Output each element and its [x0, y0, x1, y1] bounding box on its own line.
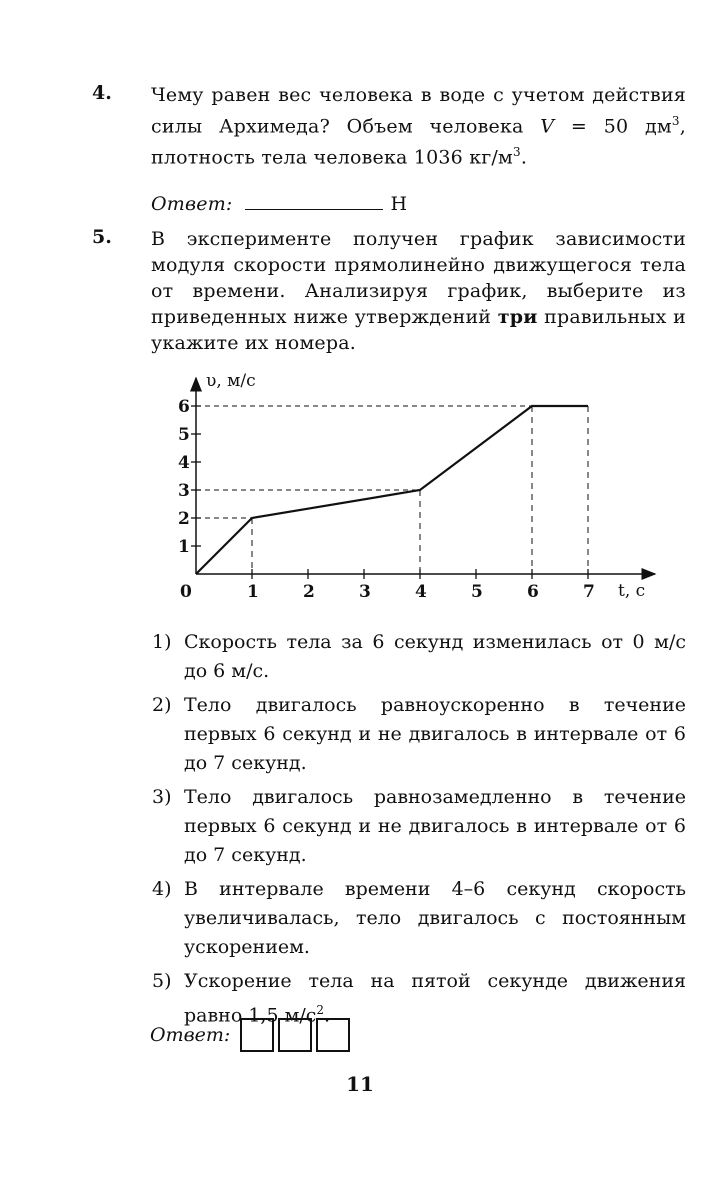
option-5-text: Ускорение тела на пятой секунде движения равно 1,5 м/с: [184, 970, 686, 1027]
y-tick-label: 5: [178, 425, 190, 445]
y-tick-label: 6: [178, 397, 190, 417]
y-tick-label: 3: [178, 481, 190, 501]
option-number: 2): [152, 694, 172, 716]
option-number: 5): [152, 970, 172, 992]
option-text: Тело двигалось равноускоренно в течение первых 6 секунд и не двигалось в интервале от 6 до 7 секунд.: [184, 694, 686, 774]
problem-5-text: [151, 226, 686, 356]
option-2: [152, 691, 686, 778]
x-tick-label: 4: [415, 582, 427, 602]
q4-var-v: V: [540, 115, 555, 138]
options-list: [152, 628, 686, 1035]
problem-4-answer: [151, 191, 686, 217]
answer-blank[interactable]: [245, 193, 383, 210]
x-axis-label: t, с: [618, 581, 646, 601]
y-tick-label: 1: [178, 537, 190, 557]
answer-box-2[interactable]: [278, 1018, 312, 1052]
x-tick-label: 5: [471, 582, 483, 602]
problem-5: [92, 226, 686, 356]
velocity-time-chart: [170, 370, 670, 610]
q4-sup2: 3: [513, 145, 521, 160]
option-text: Скорость тела за 6 секунд изменилась от 0 м/с до 6 м/с.: [184, 631, 686, 682]
option-5-end: .: [324, 1004, 331, 1027]
y-tick-label: 4: [178, 453, 190, 473]
q5-bold-word: три: [497, 306, 538, 328]
option-number: 3): [152, 786, 172, 808]
option-4: [152, 875, 686, 962]
problem-4-number: 4.: [92, 82, 112, 104]
x-tick-label: 2: [303, 582, 315, 602]
x-tick-label: 1: [247, 582, 259, 602]
problem-4: [92, 82, 686, 217]
page-number: 11: [346, 1072, 374, 1096]
answer-label: Ответ:: [151, 192, 233, 215]
q4-sup1: 3: [671, 114, 680, 128]
x-tick-label: 3: [359, 582, 371, 602]
option-text: Тело двигалось равнозамедленно в течение первых 6 секунд и не двигалось в интервале от 6 до 7 секунд.: [184, 786, 686, 866]
problem-5-answer: [150, 1018, 350, 1052]
q4-text-end: .: [520, 146, 528, 169]
q5-text-after: правильных и укажите их номера.: [151, 306, 686, 354]
option-5-sup: 2: [316, 1003, 325, 1017]
y-tick-label: 2: [178, 509, 190, 529]
problem-5-number: 5.: [92, 226, 112, 248]
q4-text-mid: = 50 дм: [554, 115, 672, 138]
x-tick-label: 7: [583, 582, 595, 602]
answer-label: Ответ:: [150, 1024, 231, 1046]
q4-text-after: , плотность тела человека 1036 кг/м: [151, 115, 686, 169]
option-number: 4): [152, 878, 172, 900]
option-text: В интервале времени 4–6 секунд скорость увеличивалась, тело двигалось с постоянным ускорением.: [184, 878, 686, 958]
option-number: 1): [152, 631, 172, 653]
answer-box-1[interactable]: [240, 1018, 274, 1052]
q5-text-before: В эксперименте получен график зависимости модуля скорости прямолинейно движущегося тела от времени. Анализируя график, выберите из приведенных ниже утверждений: [151, 228, 686, 328]
origin-label: 0: [180, 582, 192, 602]
x-tick-label: 6: [527, 582, 539, 602]
problem-4-text: [151, 82, 686, 217]
q4-text-before: Чему равен вес человека в воде с учетом действия силы Архимеда? Объем человека: [151, 84, 686, 138]
y-axis-label: υ, м/с: [206, 371, 256, 391]
option-1: [152, 628, 686, 686]
option-3: [152, 783, 686, 870]
answer-unit: Н: [390, 192, 408, 215]
answer-box-3[interactable]: [316, 1018, 350, 1052]
